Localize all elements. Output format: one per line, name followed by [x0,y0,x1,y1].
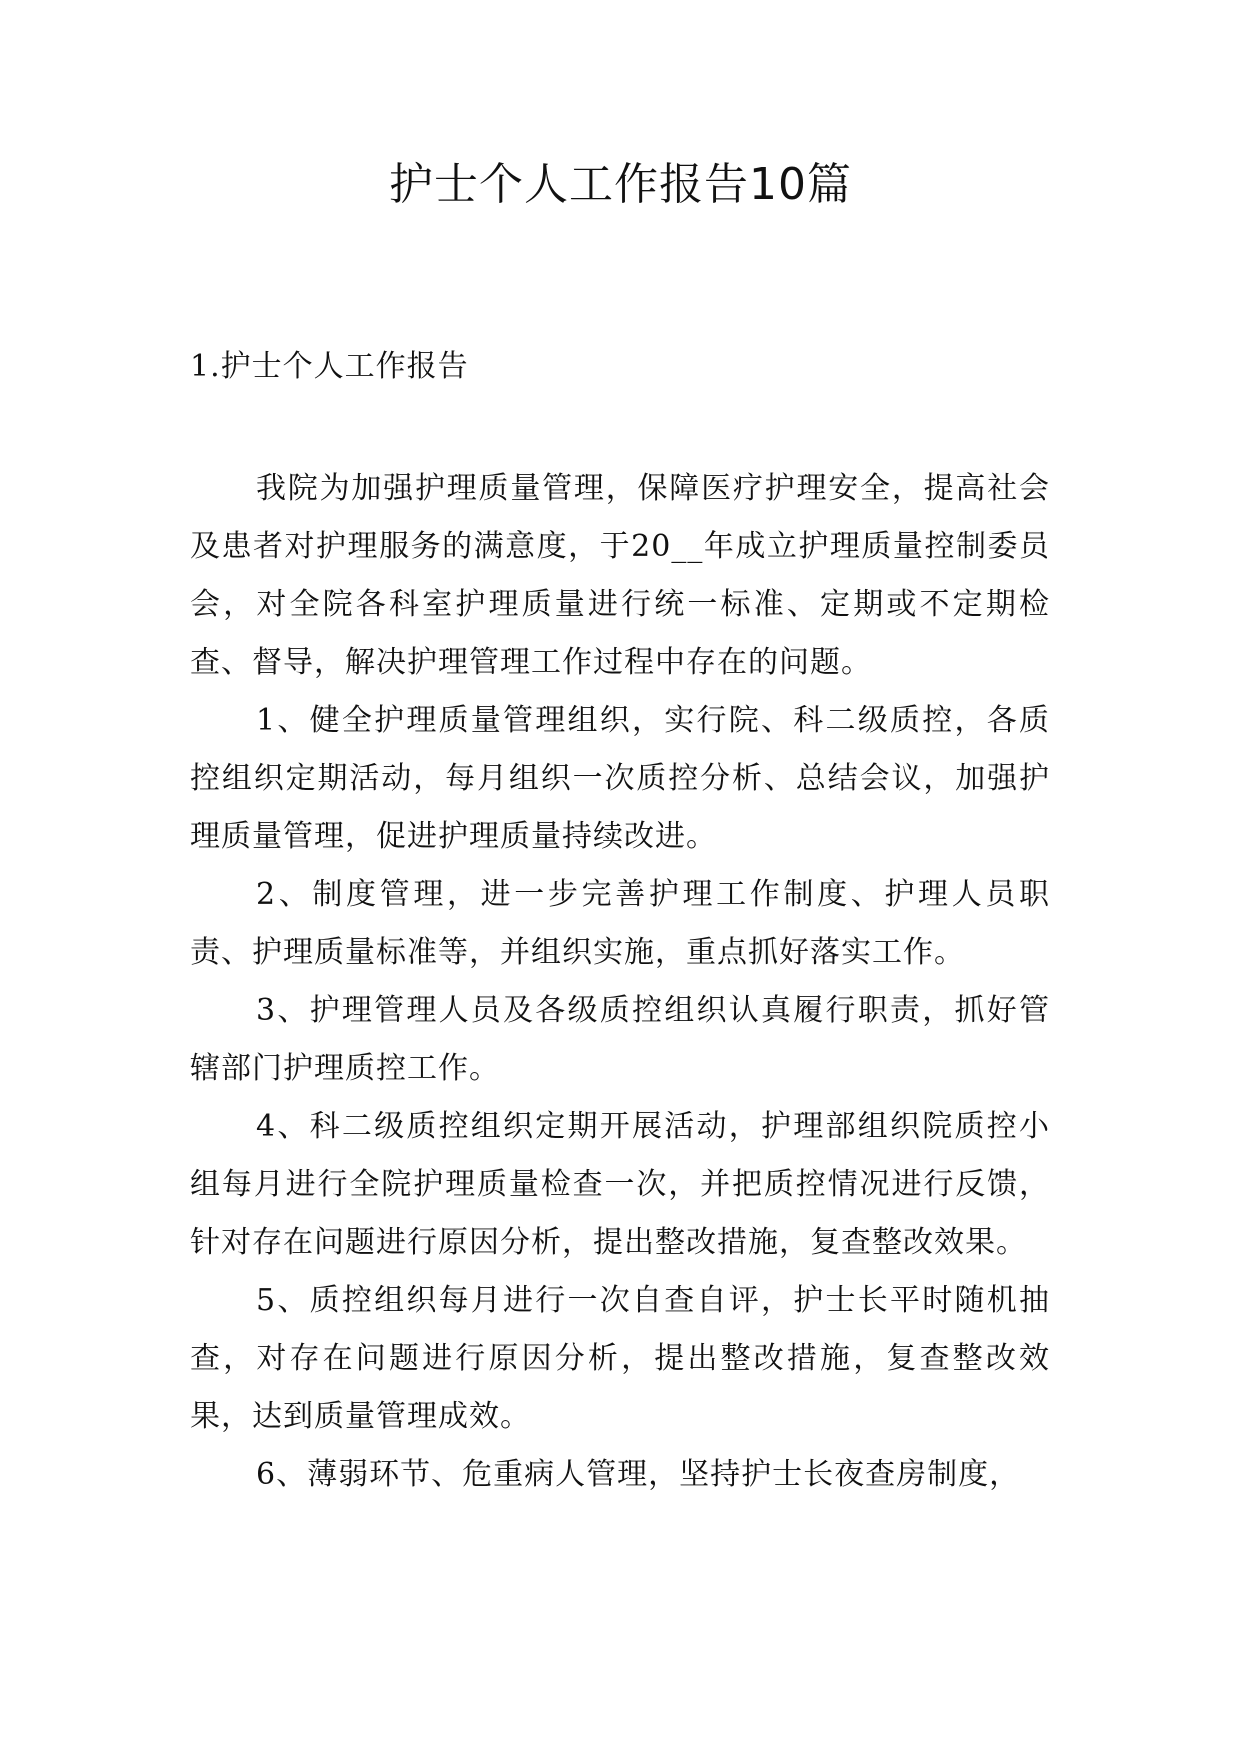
paragraph-item-4: 4、科二级质控组织定期开展活动，护理部组织院质控小组每月进行全院护理质量检查一次，并把质控情况进行反馈，针对存在问题进行原因分析，提出整改措施，复查整改效果。 [190,1109,1050,1260]
paragraph-item-6: 6、薄弱环节、危重病人管理，坚持护士长夜查房制度， [256,1457,1021,1492]
section-heading: 1.护士个人工作报告 [190,349,469,384]
paragraph-intro: 我院为加强护理质量管理，保障医疗护理安全，提高社会及患者对护理服务的满意度，于20__年成立护理质量控制委员会，对全院各科室护理质量进行统一标准、定期或不定期检查、督导，解决护理管理工作过程中存在的问题。 [190,471,1050,680]
paragraph-item-3: 3、护理管理人员及各级质控组织认真履行职责，抓好管辖部门护理质控工作。 [190,993,1050,1086]
paragraph-item-5: 5、质控组织每月进行一次自查自评，护士长平时随机抽查，对存在问题进行原因分析，提出整改措施，复查整改效果，达到质量管理成效。 [190,1283,1050,1434]
paragraph-item-2: 2、制度管理，进一步完善护理工作制度、护理人员职责、护理质量标准等，并组织实施，重点抓好落实工作。 [190,877,1050,970]
document-body [190,460,1050,1504]
document-title: 护士个人工作报告10篇 [389,159,852,210]
paragraph-item-1: 1、健全护理质量管理组织，实行院、科二级质控，各质控组织定期活动，每月组织一次质控分析、总结会议，加强护理质量管理，促进护理质量持续改进。 [190,703,1050,854]
